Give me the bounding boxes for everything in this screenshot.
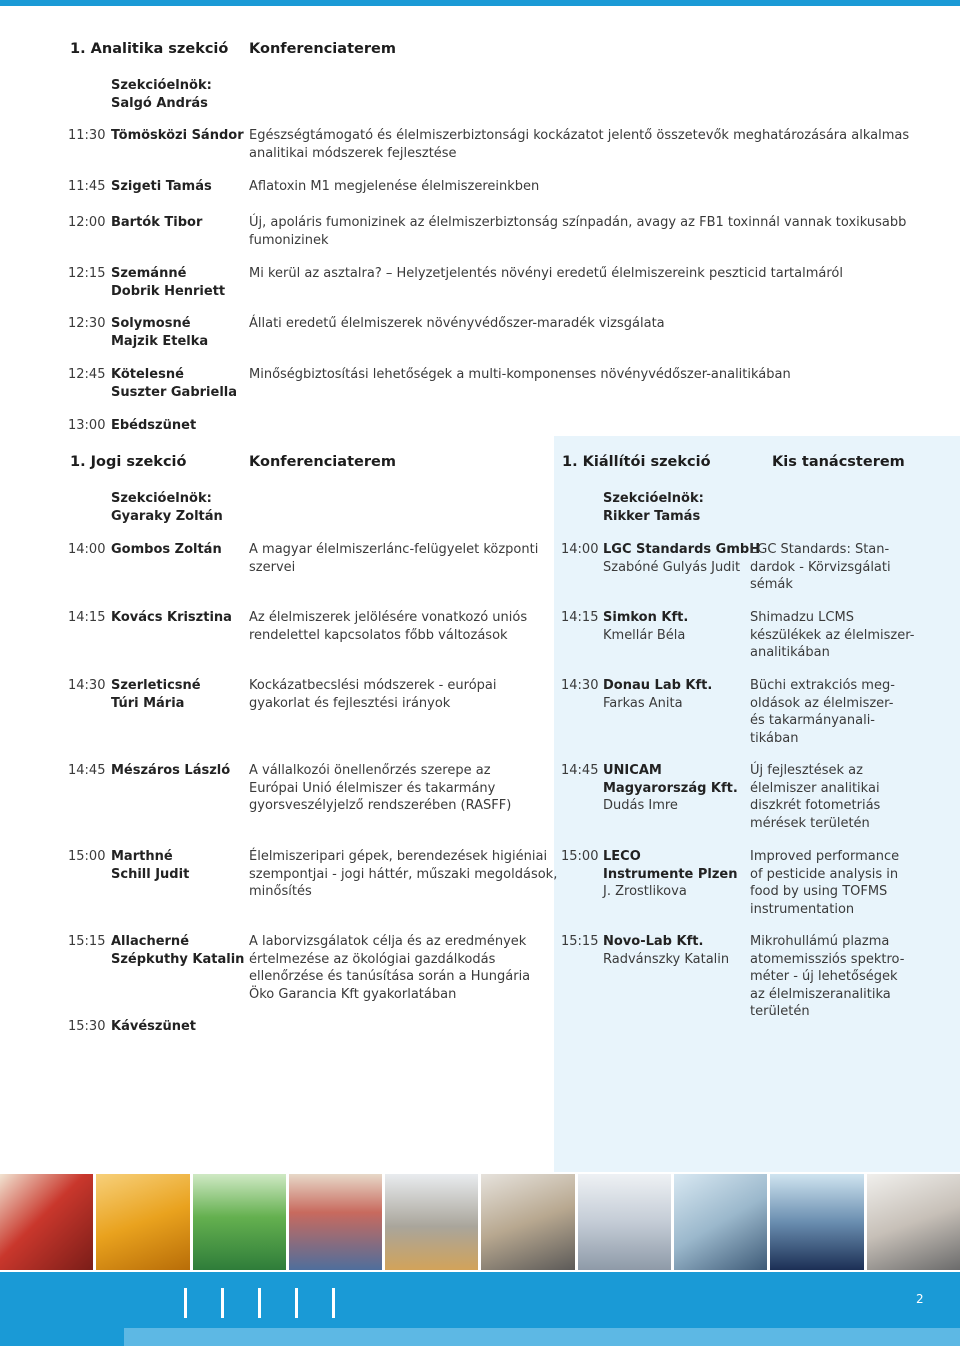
meat-peppers-photo <box>0 1174 93 1270</box>
break-time: 13:00 <box>68 418 106 433</box>
talk-title: Az élelmiszerek jelölésére vonatkozó uniós <box>249 610 528 625</box>
talk-title: szempontjai - jogi háttér, műszaki megoldások, <box>249 866 558 882</box>
break-label: Kávészünet <box>111 1019 196 1034</box>
talk-title: Improved performance <box>750 849 900 864</box>
session-time: 14:45 <box>68 763 106 778</box>
lab-researcher-photo <box>867 1174 960 1270</box>
talk-title: atomemissziós spektro- <box>750 951 905 967</box>
talk-title: Élelmiszeripari gépek, berendezések higiéniai <box>249 849 548 864</box>
speaker-name: Bartók Tibor <box>111 215 203 230</box>
talk-title: Egészségtámogató és élelmiszerbiztonsági kockázatot jelentő összetevők meghatározására alkalmas <box>249 128 910 143</box>
break-time: 15:30 <box>68 1019 106 1034</box>
exhibitor-presenter: Kmellár Béla <box>603 627 686 643</box>
exhibitor-presenter: Farkas Anita <box>603 695 683 711</box>
talk-title: Új fejlesztések az <box>750 763 863 778</box>
talk-title: gyakorlat és fejlesztési irányok <box>249 695 451 711</box>
talk-title: értelmezése az ökológiai gazdálkodás <box>249 951 496 967</box>
chair-name: Salgó András <box>111 96 208 111</box>
footer-tick-mark <box>258 1288 261 1318</box>
session-time: 15:15 <box>561 934 599 949</box>
footer-tick-mark <box>221 1288 224 1318</box>
talk-title: A magyar élelmiszerlánc-felügyelet központi <box>249 542 539 557</box>
talk-title: dardok - Körvizsgálati <box>750 559 891 575</box>
supermarket-photo <box>289 1174 382 1270</box>
section-title: 1. Jogi szekció <box>70 454 187 470</box>
footer-tick-mark <box>332 1288 335 1318</box>
session-time: 14:15 <box>561 610 599 625</box>
exhibitor-company: LECO <box>603 849 641 864</box>
session-time: 11:45 <box>68 179 106 194</box>
exhibitor-company: Magyarország Kft. <box>603 780 738 796</box>
talk-title: Kockázatbecslési módszerek - európai <box>249 678 497 693</box>
session-time: 15:00 <box>561 849 599 864</box>
exhibitor-presenter: Radvánszky Katalin <box>603 951 730 967</box>
talk-title: Mi kerül az asztalra? – Helyzetjelentés növényi eredetű élelmiszereink peszticid tartalmáról <box>249 266 843 281</box>
session-time: 14:30 <box>561 678 599 693</box>
page-footer <box>0 1272 960 1346</box>
speaker-name: Szigeti Tamás <box>111 179 212 194</box>
talk-title: területén <box>750 1004 810 1019</box>
session-time: 14:00 <box>561 542 599 557</box>
exhibitor-presenter: Szabóné Gulyás Judit <box>603 559 741 575</box>
exhibitor-company: Instrumente Plzen <box>603 866 738 882</box>
talk-title: Európai Unió élelmiszer és takarmány <box>249 780 496 796</box>
talk-title: food by using TOFMS <box>750 884 888 899</box>
talk-title: szervei <box>249 559 296 575</box>
talk-title: of pesticide analysis in <box>750 866 899 882</box>
speaker-name: Suszter Gabriella <box>111 384 238 400</box>
talk-title: készülékek az élelmiszer- <box>750 627 915 643</box>
speaker-name: Allacherné <box>111 934 190 949</box>
talk-title: diszkrét fotometriás <box>750 798 881 813</box>
session-time: 14:00 <box>68 542 106 557</box>
test-tubes-plants-photo <box>193 1174 286 1270</box>
talk-title: és takarmányanali- <box>750 713 875 728</box>
talk-title: instrumentation <box>750 901 855 917</box>
talk-title: gyorsveszélyjelző rendszerében (RASFF) <box>249 798 512 813</box>
exhibitor-company: LGC Standards GmbH <box>603 542 761 557</box>
speaker-name: Túri Mária <box>111 695 185 711</box>
footer-stripe <box>124 1328 960 1346</box>
session-time: 11:30 <box>68 128 106 143</box>
footer-tick-mark <box>184 1288 187 1318</box>
session-time: 14:30 <box>68 678 106 693</box>
speaker-name: Dobrik Henriett <box>111 283 226 299</box>
exhibitor-presenter: Dudás Imre <box>603 798 678 813</box>
exhibitor-company: Novo-Lab Kft. <box>603 934 704 949</box>
speaker-name: Majzik Etelka <box>111 333 209 349</box>
talk-title: A laborvizsgálatok célja és az eredmények <box>249 934 527 949</box>
speaker-name: Solymosné <box>111 316 191 331</box>
speaker-name: Tömösközi Sándor <box>111 128 244 143</box>
lab-instrument-photo <box>770 1174 863 1270</box>
talk-title: analitikában <box>750 645 830 660</box>
grain-silo-photo <box>385 1174 478 1270</box>
chair-label: Szekcióelnök: <box>603 491 704 506</box>
talk-title: mérések területén <box>750 815 870 831</box>
talk-title: élelmiszer analitikai <box>750 780 880 796</box>
speaker-name: Schill Judit <box>111 866 190 882</box>
talk-title: az élelmiszeranalitika <box>750 986 891 1002</box>
talk-title: minősítés <box>249 884 312 899</box>
talk-title: Aflatoxin M1 megjelenése élelmiszereinkben <box>249 179 540 194</box>
talk-title: Minőségbiztosítási lehetőségek a multi-komponenses növényvédőszer-analitikában <box>249 367 791 382</box>
microscope-scientist-photo <box>481 1174 574 1270</box>
section-title: 1. Analitika szekció <box>70 41 229 57</box>
talk-title: Öko Garancia Kft gyakorlatában <box>249 986 457 1002</box>
exhibitor-company: Simkon Kft. <box>603 610 689 625</box>
exhibitor-company: Donau Lab Kft. <box>603 678 713 693</box>
talk-title: tikában <box>750 730 799 746</box>
talk-title: A vállalkozói önellenőrzés szerepe az <box>249 763 491 778</box>
talk-title: fumonizinek <box>249 232 329 248</box>
session-time: 14:15 <box>68 610 106 625</box>
exhibitor-presenter: J. Zrostlikova <box>603 884 687 899</box>
talk-title: Új, apoláris fumonizinek az élelmiszerbiztonság színpadán, avagy az FB1 toxinnál vannak toxikusabb <box>249 215 907 230</box>
section-room: Konferenciaterem <box>249 41 396 57</box>
talk-title: Büchi extrakciós meg- <box>750 678 895 693</box>
session-time: 12:45 <box>68 367 106 382</box>
session-time: 14:45 <box>561 763 599 778</box>
speaker-name: Marthné <box>111 849 173 864</box>
chair-label: Szekcióelnök: <box>111 78 212 93</box>
exhibitor-company: UNICAM <box>603 763 662 778</box>
microscope-photo <box>674 1174 767 1270</box>
talk-title: LGC Standards: Stan- <box>750 542 890 557</box>
lab-gloves-sample-photo <box>578 1174 671 1270</box>
corn-photo <box>96 1174 189 1270</box>
section-room: Konferenciaterem <box>249 454 396 470</box>
talk-title: ellenőrzése és tanúsítása során a Hungária <box>249 969 531 984</box>
talk-title: rendelettel kapcsolatos főbb változások <box>249 627 508 643</box>
talk-title: Mikrohullámú plazma <box>750 934 890 949</box>
speaker-name: Szemánné <box>111 266 187 281</box>
talk-title: oldások az élelmiszer- <box>750 695 894 711</box>
session-time: 15:15 <box>68 934 106 949</box>
speaker-name: Kovács Krisztina <box>111 610 232 625</box>
session-time: 12:00 <box>68 215 106 230</box>
break-label: Ebédszünet <box>111 418 197 433</box>
session-time: 12:15 <box>68 266 106 281</box>
speaker-name: Szerleticsné <box>111 678 201 693</box>
chair-name: Rikker Tamás <box>603 509 701 524</box>
talk-title: sémák <box>750 577 793 592</box>
photo-strip <box>0 1174 960 1270</box>
chair-label: Szekcióelnök: <box>111 491 212 506</box>
section-room: Kis tanácsterem <box>772 454 905 470</box>
page-number: 2 <box>916 1292 924 1306</box>
talk-title: Állati eredetű élelmiszerek növényvédőszer-maradék vizsgálata <box>249 316 665 331</box>
talk-title: analitikai módszerek fejlesztése <box>249 145 457 161</box>
speaker-name: Gombos Zoltán <box>111 542 222 557</box>
chair-name: Gyaraky Zoltán <box>111 509 223 524</box>
talk-title: méter - új lehetőségek <box>750 969 898 984</box>
speaker-name: Mészáros László <box>111 763 231 778</box>
top-accent-bar <box>0 0 960 6</box>
speaker-name: Szépkuthy Katalin <box>111 951 245 967</box>
session-time: 15:00 <box>68 849 106 864</box>
section-title: 1. Kiállítói szekció <box>562 454 711 470</box>
talk-title: Shimadzu LCMS <box>750 610 854 625</box>
footer-tick-mark <box>295 1288 298 1318</box>
speaker-name: Kötelesné <box>111 367 184 382</box>
session-time: 12:30 <box>68 316 106 331</box>
